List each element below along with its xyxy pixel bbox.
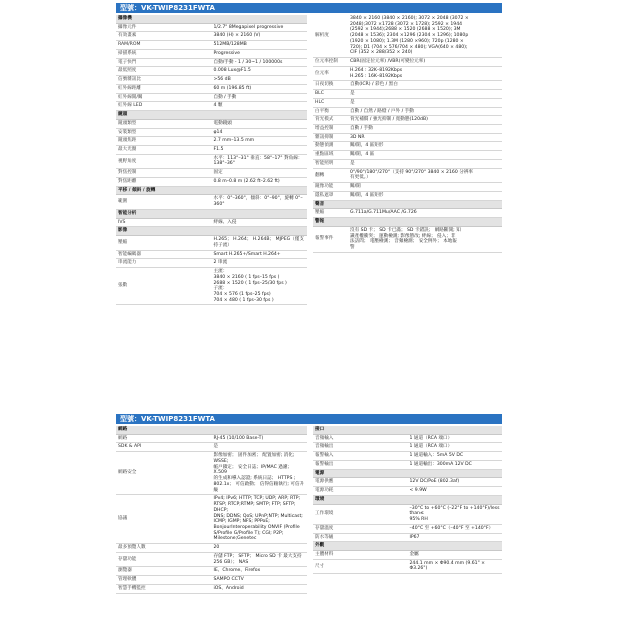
spec-value-line: (2048 × 1536); 2304 ×1296 (2304 × 1296); 1080p (350, 33, 469, 39)
spec-value: 絆線、入侵 (212, 218, 308, 227)
spec-row (313, 487, 502, 496)
spec-value-line: H.265 : 16K–8192Kbps (350, 73, 403, 79)
section-label: 環境 (313, 495, 502, 504)
spec-row (313, 191, 502, 200)
section-header (116, 186, 307, 195)
spec-value-line: 2048);3072 ×1728 (3072 × 1728); 2592 × 1944 (350, 21, 463, 27)
spec-value: 1/2.7" 8Megapixel progressive (212, 23, 308, 32)
spec-value: iOS、Android (212, 584, 308, 593)
section-label: 電源 (313, 469, 502, 478)
section-header (116, 209, 307, 218)
spec-value-line: 3840 × 2160 ( 1 fps–15 fps ) (213, 274, 280, 280)
spec-row (116, 119, 307, 128)
spec-value: 電動鏡頭 (212, 119, 308, 128)
spec-value: Smart H.265+/Smart H.264+ (212, 250, 308, 259)
spec-row (313, 107, 502, 116)
spec-key: 攝像元件 (116, 23, 212, 32)
spec-value: Progressive (212, 49, 308, 58)
spec-key: 安裝類型 (116, 128, 212, 137)
spec-value: 水平：0°–360°，傾斜：0°–90°，旋轉 0°–360° (212, 195, 308, 209)
spec-key: 紅外線距離 (116, 84, 212, 93)
spec-value-line: 3840 × 2160 (3840 × 2160); 3072 × 2048 (3072 × (350, 16, 469, 21)
spec-table (313, 426, 502, 574)
spec-value: 關/開，4 區矩形 (348, 142, 502, 151)
spec-key: 紅外線開/關 (116, 93, 212, 102)
spec-key: IVS (116, 218, 212, 227)
spec-key: 重點區域 (313, 151, 348, 160)
spec-row (313, 66, 502, 80)
spec-value-line: 有更低。） (350, 175, 371, 181)
spec-key: 壓縮 (116, 236, 212, 250)
spec-value: 1 通道輸入：5mA 5V DC (408, 452, 503, 461)
spec-row (116, 584, 307, 593)
spec-row (313, 551, 502, 560)
spec-row (313, 452, 502, 461)
spec-value-line: IPv4; IPv6; HTTP; TCP; UDP; ARP; RTP; (213, 496, 301, 502)
spec-value-line: S/Profile G/Profile T); CGI; P2P; (213, 530, 284, 536)
spec-key: BLC (313, 90, 348, 99)
spec-key: 報警輸出 (313, 460, 408, 469)
spec-row (313, 133, 502, 142)
spec-value-line: 主流： (213, 269, 228, 275)
spec-row (116, 137, 307, 146)
section-header (313, 542, 502, 551)
spec-title-2: 型號：VK-TWIP8231FWTA (116, 414, 502, 424)
spec-key: 智慧手機監控 (116, 584, 212, 593)
spec-table (116, 15, 307, 305)
spec-row (313, 116, 502, 125)
section-header (116, 227, 307, 236)
spec-value-line: 的生成和導入認證; 系統日誌； HTTPS ; (213, 476, 296, 482)
spec-row (116, 495, 307, 544)
spec-value: 是 (348, 159, 502, 168)
spec-value: 關/開 (348, 183, 502, 192)
section-label: 鏡頭 (116, 111, 307, 120)
spec-value: 1 通道（RCA 端口） (408, 434, 503, 443)
spec-row (313, 226, 502, 252)
spec-value: 4 顆 (212, 102, 308, 111)
spec-value (348, 15, 502, 58)
spec-value: 2 串流 (212, 259, 308, 268)
section-label: 網路 (116, 426, 307, 434)
spec-row (116, 67, 307, 76)
spec-value: 512MB/128MB (212, 41, 308, 50)
spec-row (116, 544, 307, 553)
section-header (116, 426, 307, 434)
spec-key: 信號雜訊比 (116, 76, 212, 85)
spec-value: CBR(固定位元率) /VBR(可變位元率) (348, 58, 502, 67)
spec-value: >56 dB (212, 76, 308, 85)
spec-value-line: Milestone;Genetec (213, 536, 257, 542)
spec-value: 存儲 FTP； SFTP； Micro SD 卡 最大支持 256 GB）； NAS (212, 552, 308, 566)
spec-row (313, 504, 502, 524)
spec-row (313, 168, 502, 182)
section-label: 警報 (313, 218, 502, 227)
spec-key: 對焦距離 (116, 177, 212, 186)
spec-key: 工作環境 (313, 504, 408, 524)
spec-value: 金屬 (408, 551, 503, 560)
section-label: 接口 (313, 426, 502, 434)
spec-value (212, 452, 308, 495)
spec-key: 掃描系統 (116, 49, 212, 58)
spec-value: 12V DC/PoE (802.3af) (408, 478, 503, 487)
spec-value: H.265； H.264； H.264B； MJPEG（僅支持子流） (212, 236, 308, 250)
spec-row (313, 15, 502, 58)
spec-value: 背光補償 / 強光抑制 / 寬動態(120dB) (348, 116, 502, 125)
spec-value-line: 95% RH (409, 517, 428, 523)
spec-value: –40°C 至 +60°C（–40°F 至 +140°F） (408, 524, 503, 533)
spec-value-line: CIF (352 × 288/352 × 240) (350, 50, 413, 56)
spec-value (408, 504, 503, 524)
spec-value: 自動 / 手動 (212, 93, 308, 102)
spec-value-line: (1920 × 1080); 1.3M (1280 ×960); 720p (1280 × (350, 38, 464, 44)
spec-key: 位元率 (313, 66, 348, 80)
spec-value: 自動 / 手動 (348, 125, 502, 134)
spec-value: 是 (348, 98, 502, 107)
spec-key: 報警輸入 (313, 452, 408, 461)
spec-value-line: 帳戶鎖定； 安全日誌；IP/MAC 過濾； X.509 (213, 464, 293, 476)
spec-row (313, 81, 502, 90)
spec-value: 自動(ICR) / 彩色 / 黑白 (348, 81, 502, 90)
spec-row (116, 268, 307, 305)
spec-value: 自動 / 自然 / 路燈 / 戶外 / 手動 (348, 107, 502, 116)
spec-value: 20 (212, 544, 308, 553)
spec-key: SDK & API (116, 443, 212, 452)
spec-value-line: 法訪問； 電壓檢測； 音頻檢測； 安全例外； 本地報 (350, 239, 457, 245)
spec-key: 雜訊抑制 (313, 133, 348, 142)
spec-value-line: 識產權衝突； 運動檢測; 影像篡改; 絆線； 侵入；非 (350, 233, 456, 239)
spec-value (348, 168, 502, 182)
spec-row (116, 41, 307, 50)
spec-value-line: 802.1x； 可信啟動； 信得信賴執行; 可信升級 (213, 481, 305, 493)
spec-value: φ14 (212, 128, 308, 137)
spec-table (116, 426, 307, 594)
spec-row (313, 434, 502, 443)
spec-key: 鏡頭類型 (116, 119, 212, 128)
spec-row (116, 84, 307, 93)
section-header (116, 111, 307, 120)
spec-value-line: ICMP; IGMP; NFS; PPPoE; (213, 519, 270, 525)
spec-key: 網路 (116, 434, 212, 443)
spec-row (116, 259, 307, 268)
section-header (313, 469, 502, 478)
spec-value: 1 通道輸出：300mA 12V DC (408, 460, 503, 469)
spec-value-line: –30°C to +60°C (–22°F to +140°F)/less than≤ (409, 505, 500, 517)
spec-value: IP67 (408, 533, 503, 542)
spec-table-right-2 (313, 426, 502, 574)
spec-row (313, 98, 502, 107)
spec-key: 範圍 (116, 195, 212, 209)
spec-key: 解析度 (313, 15, 348, 58)
spec-row (116, 218, 307, 227)
spec-key: 增益控制 (313, 125, 348, 134)
spec-key: 鏡頭焦距 (116, 137, 212, 146)
spec-row (313, 478, 502, 487)
spec-row (116, 169, 307, 178)
spec-table-right-1 (313, 15, 502, 253)
spec-key: 最低照度 (116, 67, 212, 76)
spec-key: 背光模式 (313, 116, 348, 125)
spec-value-line: RTSP; RTCP;RTMP; SMTP; FTP; SFTP; DHCP; (213, 502, 296, 513)
spec-row (313, 151, 502, 160)
spec-key: 音頻輸出 (313, 443, 408, 452)
spec-key: 日夜切換 (313, 81, 348, 90)
spec-row (313, 559, 502, 573)
spec-key: 鏡像功能 (313, 183, 348, 192)
spec-value (212, 495, 308, 544)
spec-row (116, 236, 307, 250)
spec-value: RJ-45 (10/100 Base-T) (212, 434, 308, 443)
spec-value: 1 通道（RCA 端口） (408, 443, 503, 452)
spec-value: 是 (212, 443, 308, 452)
spec-row (116, 250, 307, 259)
spec-key: 協議 (116, 495, 212, 544)
section-header (313, 426, 502, 434)
spec-row (116, 195, 307, 209)
spec-row (116, 58, 307, 67)
spec-row (116, 146, 307, 155)
spec-key: 最大光圈 (116, 146, 212, 155)
spec-key: 管理軟體 (116, 576, 212, 585)
spec-key: 白平衡 (313, 107, 348, 116)
spec-value: 3D NR (348, 133, 502, 142)
spec-key: 串流能力 (116, 259, 212, 268)
spec-value: IE、Chrome、Firefox (212, 567, 308, 576)
spec-value: 關/開，4 區矩形 (348, 191, 502, 200)
spec-key: 電源功耗 (313, 487, 408, 496)
spec-value: < 9.9W (408, 487, 503, 496)
spec-key: 電子快門 (116, 58, 212, 67)
spec-value-line: H.264 : 32K–8192Kbps (350, 67, 403, 73)
spec-row (116, 552, 307, 566)
spec-key: 電源供應 (313, 478, 408, 487)
spec-row (116, 443, 307, 452)
spec-key: 壓縮 (313, 209, 348, 218)
spec-key: 有效畫素 (116, 32, 212, 41)
spec-row (116, 32, 307, 41)
spec-row (313, 533, 502, 542)
spec-row (116, 452, 307, 495)
spec-value: 固定 (212, 169, 308, 178)
section-label: 聲音 (313, 200, 502, 209)
spec-value: 3840 (H) × 2160 (V) (212, 32, 308, 41)
spec-key: 對焦控制 (116, 169, 212, 178)
spec-row (313, 142, 502, 151)
spec-value-line: 沒有 SD 卡； SD 卡已滿； SD 卡錯誤； 網路斷開; 知 (350, 227, 461, 233)
spec-row (116, 102, 307, 111)
spec-key: 存儲溫度 (313, 524, 408, 533)
spec-value: 60 m (196.85 ft) (212, 84, 308, 93)
spec-key: 尺寸 (313, 559, 408, 573)
spec-row (313, 183, 502, 192)
spec-value-line: 720); D1 (704 × 576/704 × 480); VGA(640 × 480); (350, 44, 468, 50)
spec-value: 0.008 Lux@F1.5 (212, 67, 308, 76)
spec-value (212, 268, 308, 305)
spec-row (116, 93, 307, 102)
spec-value: 2.7 mm–13.5 mm (212, 137, 308, 146)
spec-row (116, 567, 307, 576)
spec-value-line: 704 × 576 (1 fps–25 fps) (213, 291, 271, 297)
spec-row (116, 576, 307, 585)
spec-key: 音頻輸入 (313, 434, 408, 443)
spec-value: 244.1 mm × Φ90.4 mm (9.61" × Φ3.26") (408, 559, 503, 573)
section-header (313, 200, 502, 209)
section-header (116, 15, 307, 23)
spec-row (313, 209, 502, 218)
spec-row (313, 90, 502, 99)
spec-value (348, 226, 502, 252)
spec-key: 翻轉 (313, 168, 348, 182)
section-header (313, 218, 502, 227)
spec-key: 隱私遮罩 (313, 191, 348, 200)
spec-key: HLC (313, 98, 348, 107)
spec-key: 視野角度 (116, 154, 212, 168)
spec-row (313, 159, 502, 168)
spec-key: 智能編碼器 (116, 250, 212, 259)
spec-value-line: BonjourInteroperability ONVIF (Profile (213, 525, 300, 531)
spec-key: 瀏覽器 (116, 567, 212, 576)
spec-key: 主體材料 (313, 551, 408, 560)
spec-key: 動態偵測 (313, 142, 348, 151)
spec-key: 紅外線 LED (116, 102, 212, 111)
section-label: 平移 / 傾斜 / 旋轉 (116, 186, 307, 195)
spec-row (313, 524, 502, 533)
spec-table-left-2 (116, 426, 307, 594)
spec-key: 張數 (116, 268, 212, 305)
spec-value: SAMPO CCTV (212, 576, 308, 585)
spec-row (116, 154, 307, 168)
section-label: 外觀 (313, 542, 502, 551)
spec-table-left-1 (116, 15, 307, 305)
spec-row (116, 128, 307, 137)
spec-row (116, 177, 307, 186)
section-header (313, 495, 502, 504)
spec-value: 自動/手動 - 1 / 30~1 / 100000s (212, 58, 308, 67)
spec-value: 關/開，4 區 (348, 151, 502, 160)
spec-value-line: 704 × 480 ( 1 fps–30 fps ) (213, 297, 274, 303)
section-label: 攝像機 (116, 15, 307, 23)
spec-value-line: 警 (350, 245, 355, 251)
spec-value-line: 子流： (213, 286, 228, 292)
spec-value-line: 0°/90°/180°/270°（支持 90°/270° 3840 × 2160 分辨率 (350, 169, 473, 175)
spec-row (116, 23, 307, 32)
spec-row (313, 58, 502, 67)
spec-table (313, 15, 502, 253)
spec-key: 位元率控制 (313, 58, 348, 67)
spec-value-line: 2688 × 1520 ( 1 fps–25/30 fps ) (213, 280, 287, 286)
spec-key: 智能照明 (313, 159, 348, 168)
spec-row (116, 49, 307, 58)
spec-value: F1.5 (212, 146, 308, 155)
spec-key: RAM/ROM (116, 41, 212, 50)
spec-value: G.711a/G.711Mu/AAC /G.726 (348, 209, 502, 218)
spec-value-line: (2592 × 1944);2688 × 1520 (2688 × 1520); 3M (350, 27, 461, 33)
spec-key: 網路安全 (116, 452, 212, 495)
spec-key: 存儲功能 (116, 552, 212, 566)
spec-title-1: 型號：VK-TWIP8231FWTA (116, 3, 502, 13)
spec-value-line: DNS; DDNS; QoS; UPnP;NTP; Multicast; (213, 513, 303, 519)
spec-key: 防水等級 (313, 533, 408, 542)
section-label: 智能分析 (116, 209, 307, 218)
section-label: 影像 (116, 227, 307, 236)
spec-value: 0.8 m–0.8 m (2.62 ft–2.62 ft) (212, 177, 308, 186)
spec-value-line: 影像加密； 固件加密； 配置加密; 消化; WSSE; (213, 453, 295, 464)
spec-row (116, 76, 307, 85)
spec-key: 報警事件 (313, 226, 348, 252)
spec-value: 水平：113°–31° 垂直：58°–17° 對角線：138°–36° (212, 154, 308, 168)
spec-row (313, 125, 502, 134)
spec-row (313, 460, 502, 469)
spec-row (313, 443, 502, 452)
spec-key: 最多預覽人數 (116, 544, 212, 553)
spec-row (116, 434, 307, 443)
spec-value (348, 66, 502, 80)
spec-value: 是 (348, 90, 502, 99)
